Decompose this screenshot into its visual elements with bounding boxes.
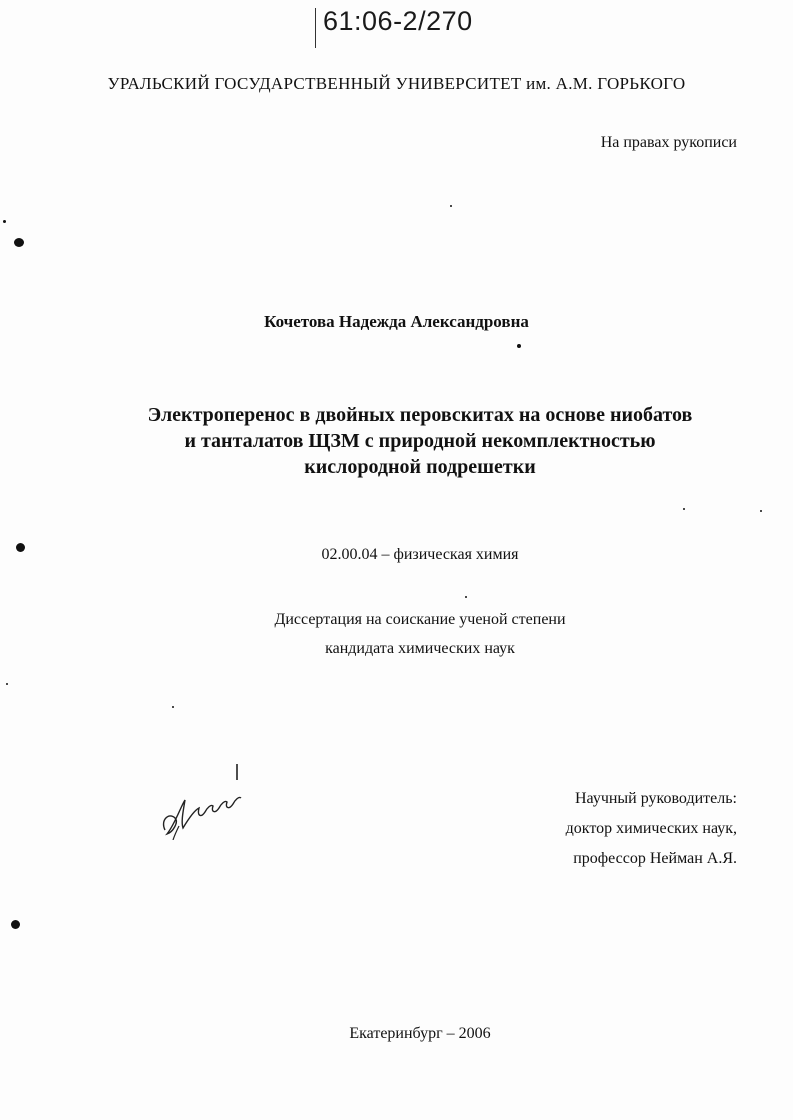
scan-speck: [760, 510, 762, 512]
scan-speck: [683, 508, 685, 510]
manuscript-rights-note: На правах рукописи: [600, 134, 737, 151]
degree-statement: [0, 605, 793, 663]
scan-speck: [6, 683, 8, 685]
author-name: Кочетова Надежда Александровна: [264, 312, 529, 331]
title-line: кислородной подрешетки: [304, 456, 536, 478]
supervisor-name: профессор Нейман А.Я.: [573, 850, 737, 867]
archive-stamp-code: 61:06-2/270: [323, 6, 473, 36]
scan-speck: [450, 205, 452, 207]
supervisor-block: [566, 784, 737, 874]
title-line: и танталатов ЩЗМ с природной некомплектностью: [184, 430, 656, 452]
title-line: Электроперенос в двойных перовскитах на основе ниобатов: [147, 404, 693, 426]
dissertation-title: [100, 402, 740, 480]
binder-mark: [16, 543, 25, 552]
scan-speck: [172, 706, 174, 708]
binder-mark: [14, 238, 24, 247]
scan-speck: [3, 220, 6, 223]
specialty-code: 02.00.04 – физическая химия: [321, 546, 519, 563]
degree-line-1: Диссертация на соискание ученой степени: [274, 611, 566, 628]
scan-speck: [465, 596, 467, 598]
supervisor-label: Научный руководитель:: [574, 790, 737, 807]
handwritten-signature-icon: [155, 760, 255, 840]
supervisor-degree: доктор химических наук,: [565, 820, 737, 837]
city-and-year: Екатеринбург – 2006: [349, 1025, 491, 1042]
university-name: УРАЛЬСКИЙ ГОСУДАРСТВЕННЫЙ УНИВЕРСИТЕТ им. А.М. ГОРЬКОГО: [107, 74, 686, 93]
stamp-divider: [315, 8, 316, 48]
scan-speck: [517, 344, 521, 348]
degree-line-2: кандидата химических наук: [325, 640, 515, 657]
binder-mark: [11, 920, 20, 929]
